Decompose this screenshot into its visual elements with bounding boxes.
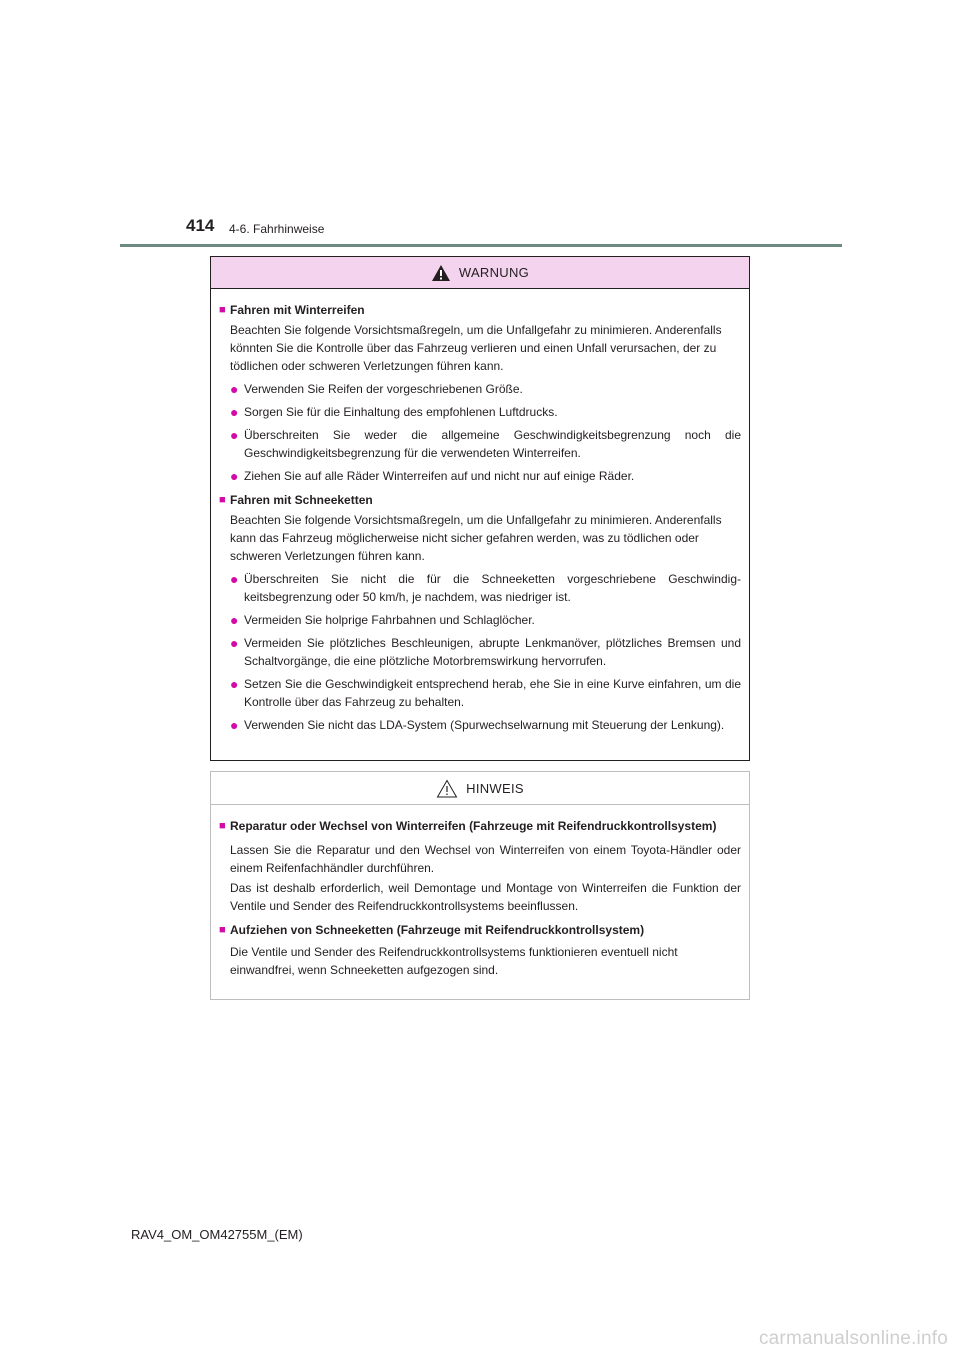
- warning-box: [210, 256, 750, 761]
- notice-section-text: Das ist deshalb erforderlich, weil Demontage und Montage von Winterreifen die Funktion der Ventile und Sender des Reifendruckkontrollsystems beeinflussen.: [230, 881, 741, 913]
- notice-section-heading: ■ Aufziehen von Schneeketten (Fahrzeuge mit Reifendruckkontrollsystem): [219, 923, 645, 937]
- document-id: RAV4_OM_OM42755M_(EM): [131, 1227, 303, 1242]
- list-item: ● Überschreiten Sie nicht die für die Schneeketten vorgeschriebene Geschwindigkeitsbegrenzung oder 50 km/h, je nachdem, was niedriger ist.: [219, 570, 741, 606]
- square-bullet-icon: ■: [219, 494, 226, 506]
- square-bullet-icon: ■: [219, 820, 226, 832]
- list-item: ● Vermeiden Sie plötzliches Beschleunigen, abrupte Lenkmanöver, plötzliches Bremsen und Schaltvorgänge, die eine plötzliche Motorbremswirkung hervorrufen.: [219, 634, 741, 670]
- section-title: 4-6. Fahrhinweise: [229, 222, 325, 236]
- square-bullet-icon: ■: [219, 924, 226, 936]
- notice-title: HINWEIS: [466, 780, 524, 796]
- warning-section-text: Beachten Sie folgende Vorsichtsmaßregeln, um die Unfallgefahr zu minimieren. Anderenfalls könnten Sie die Kontrolle über das Fahrzeug verlieren und einen Unfall verursachen, der zu tödlichen oder schweren Verletzungen führen kann.: [230, 323, 722, 373]
- circle-bullet-icon: ●: [230, 717, 239, 733]
- circle-bullet-icon: ●: [230, 635, 239, 651]
- warning-section-text: Beachten Sie folgende Vorsichtsmaßregeln, um die Unfallgefahr zu minimieren. Anderenfalls kann das Fahrzeug möglicherweise nicht sicher gefahren werden, was zu tödlichen oder schweren Verletzungen führen kann.: [230, 513, 722, 563]
- circle-bullet-icon: ●: [230, 404, 239, 420]
- watermark: carmanualsonline.info: [758, 1328, 948, 1349]
- circle-bullet-icon: ●: [230, 427, 239, 443]
- page-number: 414: [186, 216, 215, 235]
- square-bullet-icon: ■: [219, 304, 226, 316]
- circle-bullet-icon: ●: [230, 676, 239, 692]
- list-item: ● Verwenden Sie nicht das LDA-System (Spurwechselwarnung mit Steuerung der Lenkung).: [219, 716, 741, 734]
- list-item: ● Überschreiten Sie weder die allgemeine Geschwindigkeitsbegrenzung noch die Geschwindigkeitsbegrenzung für die verwendeten Winterreifen.: [219, 426, 741, 462]
- list-item: ● Sorgen Sie für die Einhaltung des empfohlenen Luftdrucks.: [219, 403, 741, 421]
- list-item: ● Vermeiden Sie holprige Fahrbahnen und Schlaglöcher.: [219, 611, 741, 629]
- warning-triangle-icon: [431, 264, 451, 282]
- circle-bullet-icon: ●: [230, 571, 239, 587]
- caution-triangle-icon: [436, 779, 458, 798]
- notice-box: [210, 771, 750, 1000]
- warning-content: [211, 289, 749, 734]
- circle-bullet-icon: ●: [230, 612, 239, 628]
- list-item: ● Setzen Sie die Geschwindigkeit entsprechend herab, ehe Sie in eine Kurve einfahren, um die Kontrolle über das Fahrzeug zu behalten.: [219, 675, 741, 711]
- circle-bullet-icon: ●: [230, 468, 239, 484]
- list-item: ● Ziehen Sie auf alle Räder Winterreifen auf und nicht nur auf einige Räder.: [219, 467, 741, 485]
- notice-section-heading: ■ Reparatur oder Wechsel von Winterreifen (Fahrzeuge mit Reifendruckkontrollsystem): [219, 819, 717, 833]
- warning-header: [211, 257, 749, 289]
- header-rule: [120, 244, 842, 247]
- notice-section-text: Die Ventile und Sender des Reifendruckkontrollsystems funktionieren eventuell nicht einwandfrei, wenn Schneeketten aufgezogen sind.: [230, 945, 678, 977]
- warning-section-heading: ■ Fahren mit Winterreifen: [219, 303, 365, 317]
- notice-content: [211, 805, 749, 979]
- warning-section-heading: ■ Fahren mit Schneeketten: [219, 493, 373, 507]
- notice-header: [211, 772, 749, 805]
- warning-title: WARNUNG: [458, 265, 530, 280]
- notice-section-text: Lassen Sie die Reparatur und den Wechsel von Winterreifen von einem Toyota-Händler oder einem Reifenfachhändler durchführen.: [230, 843, 741, 875]
- list-item: ● Verwenden Sie Reifen der vorgeschriebenen Größe.: [219, 380, 741, 398]
- circle-bullet-icon: ●: [230, 381, 239, 397]
